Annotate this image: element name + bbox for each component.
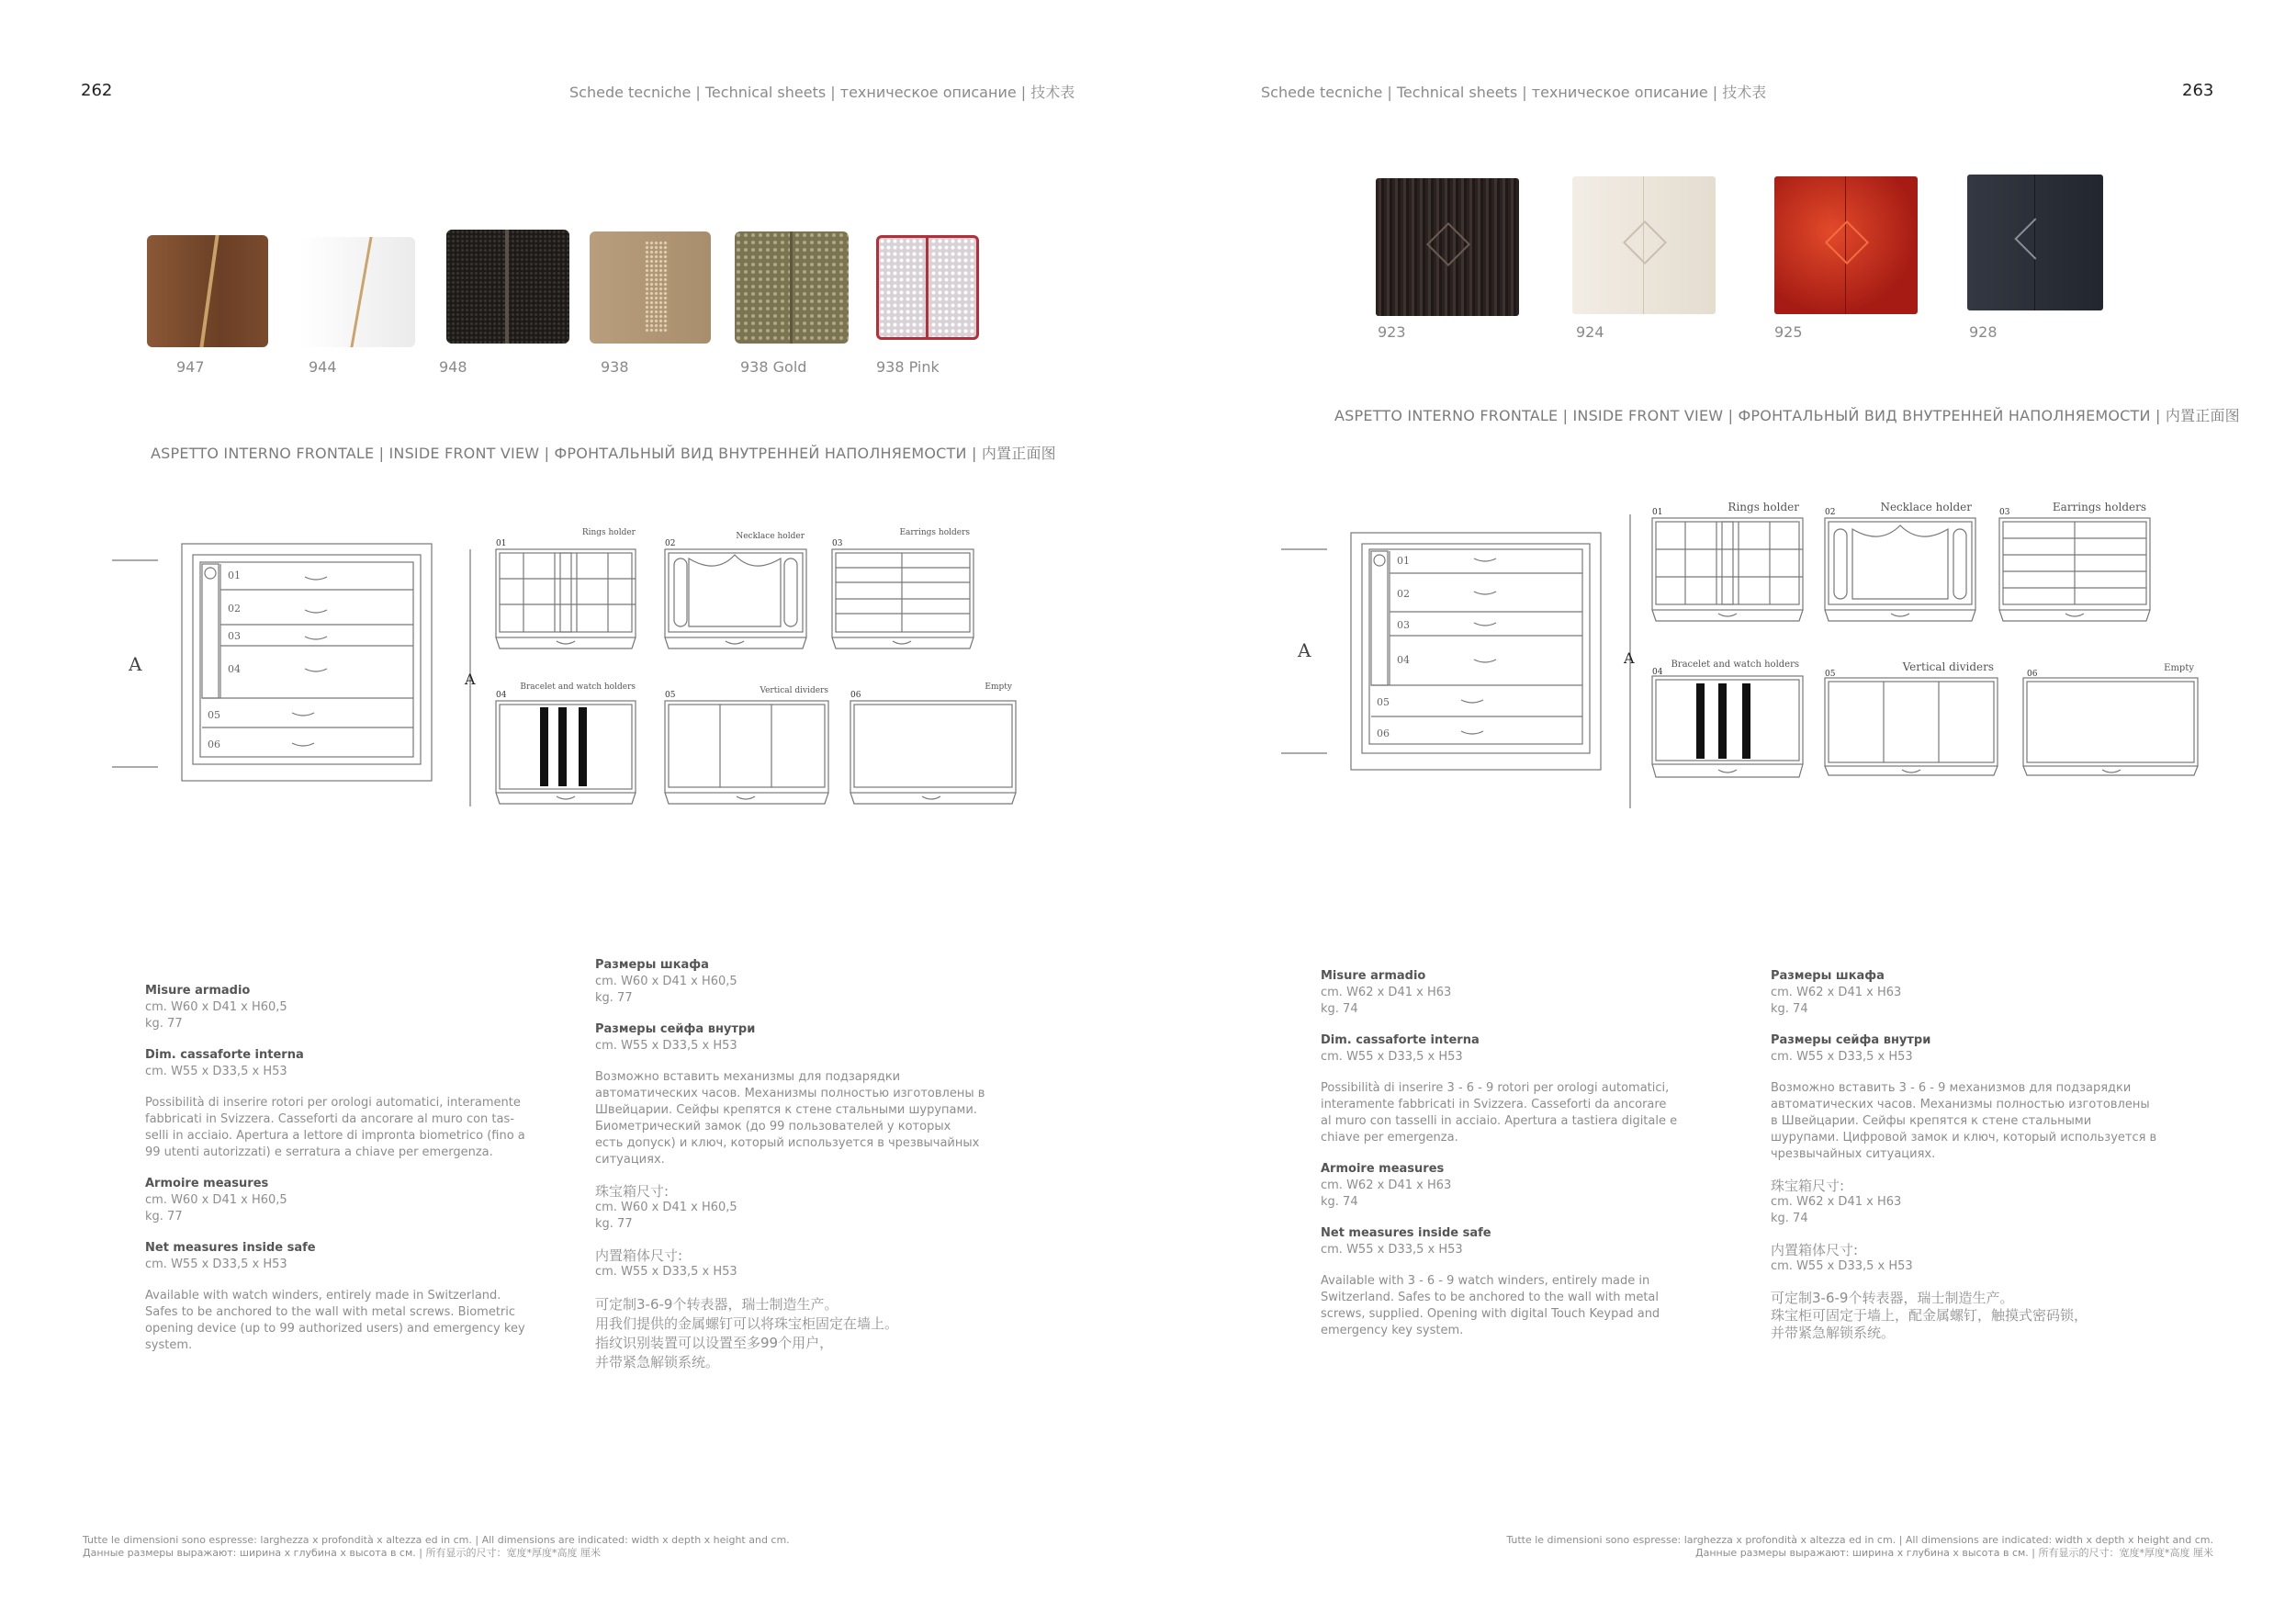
cabinet-image [1572,176,1716,314]
interior-diagram-drawing [110,514,1019,818]
model-code: 924 [1576,323,1604,341]
spec-title: 珠宝箱尺寸: [1771,1178,1845,1194]
spec-title: Misure armadio [145,984,251,998]
spec-title: Misure armadio [1321,969,1426,983]
accessory-label: Rings holder [1728,501,1799,513]
cabinet-image [876,235,979,340]
desc-line: есть допуск) и ключ, который используется в чрезвычайных [595,1136,980,1150]
spec-title: 内置箱体尺寸: [1771,1242,1859,1258]
spec-title: Dim. cassaforte interna [1321,1033,1480,1047]
spec-value: kg. 74 [1771,1212,1808,1225]
spec-title: Размеры сейфа внутри [1771,1033,1931,1047]
desc-line: ситуациях. [595,1153,665,1167]
accessory-number: 04 [496,691,507,700]
desc-line: opening device (up to 99 authorized users) and emergency key [145,1322,525,1336]
accessory-label: Necklace holder [736,532,805,541]
accessory-label: Vertical dividers [760,686,828,695]
drawer-number: 01 [228,570,241,581]
spec-value: cm. W55 x D33,5 x H53 [145,1065,287,1078]
footer-note-right [1506,1534,2213,1560]
desc-line: Возможно вставить 3 - 6 - 9 механизмов для подзарядки [1771,1081,2132,1095]
spec-value: kg. 74 [1321,1002,1358,1016]
spec-title: Dim. cassaforte interna [145,1048,304,1062]
spec-column-right-1 [1321,968,1743,1354]
description-cn [595,1295,1018,1372]
spec-value: cm. W55 x D33,5 x H53 [1321,1050,1463,1064]
model-code: 938 [601,358,629,376]
desc-line: Safes to be anchored to the wall with metal screws. Biometric [145,1305,516,1319]
accessory-number: 06 [850,691,861,700]
interior-diagram-drawing [1281,496,2209,808]
dimension-marker: A [1298,639,1311,661]
model-code: 947 [176,358,205,376]
spec-title: Размеры шкафа [1771,969,1885,983]
accessory-label: Empty [985,682,1012,692]
cabinet-image [1967,175,2103,310]
desc-line: 并带紧急解锁系统。 [595,1354,720,1370]
cabinet-image [1376,178,1519,316]
desc-line: interamente fabbricati in Svizzera. Casseforti da ancorare [1321,1098,1667,1111]
cabinet-image [147,235,268,347]
drawer-number: 01 [1397,555,1410,567]
cabinet-gallery-left [147,230,992,386]
model-code: 923 [1378,323,1406,341]
footer-line: Tutte le dimensioni sono espresse: larghezza x profondità x altezza ed in cm. | All dimensions are indicated: width x depth x height and cm. [83,1534,790,1546]
model-code: 948 [439,358,467,376]
interior-diagram-right [1281,496,2209,808]
accessory-label: Vertical dividers [1902,660,1994,673]
model-code: 925 [1774,323,1803,341]
accessory-label: Bracelet and watch holders [1671,660,1799,670]
desc-line: emergency key system. [1321,1324,1464,1337]
spec-title: Armoire measures [145,1177,269,1190]
desc-line: автоматических часов. Механизмы полностью изготовлены в [595,1087,985,1100]
spec-value: kg. 74 [1771,1002,1808,1016]
description-it [145,1095,568,1161]
page-number-left: 262 [81,81,113,100]
desc-line: Швейцарии. Сейфы крепятся к стене стальными шурупами. [595,1103,977,1117]
spec-value: cm. W55 x D33,5 x H53 [595,1265,737,1279]
dimension-marker: A [465,671,476,688]
drawer-number: 02 [1397,588,1410,600]
accessory-number: 05 [1825,670,1836,679]
model-code: 938 Gold [740,358,807,376]
description-it [1321,1080,1743,1146]
accessory-number: 04 [1652,668,1663,677]
desc-line: al muro con tasselli in acciaio. Apertura a tastiera digitale e [1321,1114,1678,1128]
desc-line: 珠宝柜可固定于墙上，配金属螺钉，触摸式密码锁， [1771,1307,2088,1324]
footer-line: Tutte le dimensioni sono espresse: larghezza x profondità x altezza ed in cm. | All dimensions are indicated: width x depth x height and cm. [1506,1534,2213,1546]
desc-line: fabbricati in Svizzera. Casseforti da ancorare al muro con tas- [145,1112,514,1126]
spec-column-right-2 [1771,968,2212,1357]
cabinet-gallery-right [1372,175,2107,349]
spec-value: kg. 77 [595,1217,633,1231]
spec-value: cm. W55 x D33,5 x H53 [145,1257,287,1271]
section-title-left: ASPETTO INTERNO FRONTALE | INSIDE FRONT VIEW | ФРОНТАЛЬНЫЙ ВИД ВНУТРЕННЕЙ НАПОЛНЯЕМОСТИ | 内置正面图 [151,445,1056,462]
spec-value: cm. W60 x D41 x H60,5 [145,1000,287,1014]
section-title-right: ASPETTO INTERNO FRONTALE | INSIDE FRONT VIEW | ФРОНТАЛЬНЫЙ ВИД ВНУТРЕННЕЙ НАПОЛНЯЕМОСТИ | 内置正面图 [1334,407,2240,424]
spec-value: cm. W62 x D41 x H63 [1321,1179,1452,1192]
description-cn [1771,1290,2212,1342]
spec-value: cm. W55 x D33,5 x H53 [595,1039,737,1053]
accessory-label: Earrings holders [899,528,970,537]
drawer-number: 04 [228,663,241,675]
model-code: 928 [1969,323,1998,341]
cabinet-image [446,230,569,344]
desc-line: Possibilità di inserire rotori per orologi automatici, interamente [145,1096,521,1110]
desc-line: screws, supplied. Opening with digital Touch Keypad and [1321,1307,1660,1321]
accessory-label: Earrings holders [2052,501,2146,513]
spec-value: cm. W62 x D41 x H63 [1771,986,1902,999]
accessory-number: 05 [665,691,676,700]
accessory-label: Necklace holder [1880,501,1972,513]
desc-line: 并带紧急解锁系统。 [1771,1325,1896,1341]
description-en [145,1288,568,1354]
spec-value: kg. 77 [595,991,633,1005]
model-code: 944 [309,358,337,376]
desc-line: Биометрический замок (до 99 пользователей у которых [595,1120,951,1133]
accessory-number: 01 [496,539,507,548]
spec-value: cm. W60 x D41 x H60,5 [145,1193,287,1207]
spec-title: Armoire measures [1321,1162,1445,1176]
accessory-number: 02 [1825,508,1836,517]
spec-value: cm. W55 x D33,5 x H53 [1321,1243,1463,1257]
spec-value: kg. 77 [145,1017,183,1031]
spec-value: cm. W60 x D41 x H60,5 [595,1201,737,1214]
description-en [1321,1273,1743,1339]
desc-line: 可定制3-6-9个转表器，瑞士制造生产。 [1771,1290,2014,1306]
accessory-number: 03 [1999,508,2010,517]
drawer-number: 02 [228,603,241,615]
spec-column-left-1 [145,983,568,1369]
page-header-left: Schede tecniche | Technical sheets | техническое описание | 技术表 [569,84,1075,101]
drawer-number: 04 [1397,654,1410,666]
desc-line: selli in acciaio. Apertura a lettore di impronta biometrico (fino a [145,1129,525,1143]
drawer-number: 03 [1397,619,1410,631]
interior-diagram-left [110,514,1019,818]
cabinet-image [299,237,415,347]
drawer-number: 05 [1377,696,1390,708]
spec-title: Размеры шкафа [595,958,709,972]
desc-line: 用我们提供的金属螺钉可以将珠宝柜固定在墙上。 [595,1315,899,1332]
footer-line: Данные размеры выражают: ширина х глубина х высота в см. | 所有显示的尺寸：宽度*厚度*高度 厘米 [83,1547,601,1559]
page-number-right: 263 [2182,81,2214,100]
desc-line: шурупами. Цифровой замок и ключ, который используется в [1771,1131,2157,1145]
accessory-label: Empty [2164,663,2194,673]
page-header-right: Schede tecniche | Technical sheets | техническое описание | 技术表 [1261,84,1767,101]
spec-column-left-2 [595,957,1018,1387]
desc-line: Available with watch winders, entirely made in Switzerland. [145,1289,501,1303]
accessory-number: 03 [832,539,843,548]
desc-line: 可定制3-6-9个转表器，瑞士制造生产。 [595,1296,838,1313]
accessory-number: 02 [665,539,676,548]
desc-line: Switzerland. Safes to be anchored to the wall with metal [1321,1291,1659,1304]
spec-title: Размеры сейфа внутри [595,1022,756,1036]
footer-note-left [83,1534,790,1560]
spec-value: kg. 77 [145,1210,183,1224]
cabinet-image [1774,176,1918,314]
drawer-number: 06 [208,739,220,750]
drawer-number: 03 [228,630,241,642]
spec-title: Net measures inside safe [1321,1226,1491,1240]
accessory-label: Rings holder [581,528,636,537]
description-ru [595,1069,1018,1168]
accessory-number: 06 [2027,670,2038,679]
spec-value: cm. W62 x D41 x H63 [1771,1195,1902,1209]
desc-line: Available with 3 - 6 - 9 watch winders, entirely made in [1321,1274,1650,1288]
spec-title: Net measures inside safe [145,1241,316,1255]
cabinet-image [590,231,711,344]
cabinet-image [735,231,849,344]
drawer-number: 05 [208,709,220,721]
spec-value: cm. W62 x D41 x H63 [1321,986,1452,999]
accessory-number: 01 [1652,508,1663,517]
desc-line: chiave per emergenza. [1321,1131,1458,1145]
dimension-marker: A [129,653,142,675]
desc-line: в Швейцарии. Сейфы крепятся к стене стальными [1771,1114,2092,1128]
drawer-number: 06 [1377,727,1390,739]
accessory-label: Bracelet and watch holders [520,682,636,692]
spec-value: kg. 74 [1321,1195,1358,1209]
desc-line: автоматических часов. Механизмы полностью изготовлены [1771,1098,2150,1111]
spec-value: cm. W60 x D41 x H60,5 [595,975,737,988]
spec-value: cm. W55 x D33,5 x H53 [1771,1050,1913,1064]
spec-title: 珠宝箱尺寸: [595,1183,670,1200]
spec-value: cm. W55 x D33,5 x H53 [1771,1259,1913,1273]
description-ru [1771,1080,2212,1163]
desc-line: system. [145,1338,193,1352]
model-code: 938 Pink [876,358,940,376]
desc-line: 指纹识别装置可以设置至多99个用户， [595,1335,834,1351]
desc-line: чрезвычайных ситуациях. [1771,1147,1936,1161]
desc-line: Possibilità di inserire 3 - 6 - 9 rotori per orologi automatici, [1321,1081,1670,1095]
footer-line: Данные размеры выражают: ширина х глубина х высота в см. | 所有显示的尺寸：宽度*厚度*高度 厘米 [1695,1547,2213,1559]
dimension-marker: A [1624,649,1635,667]
desc-line: Возможно вставить механизмы для подзарядки [595,1070,901,1084]
spec-title: 内置箱体尺寸: [595,1247,683,1264]
desc-line: 99 utenti autorizzati) e serratura a chiave per emergenza. [145,1145,493,1159]
